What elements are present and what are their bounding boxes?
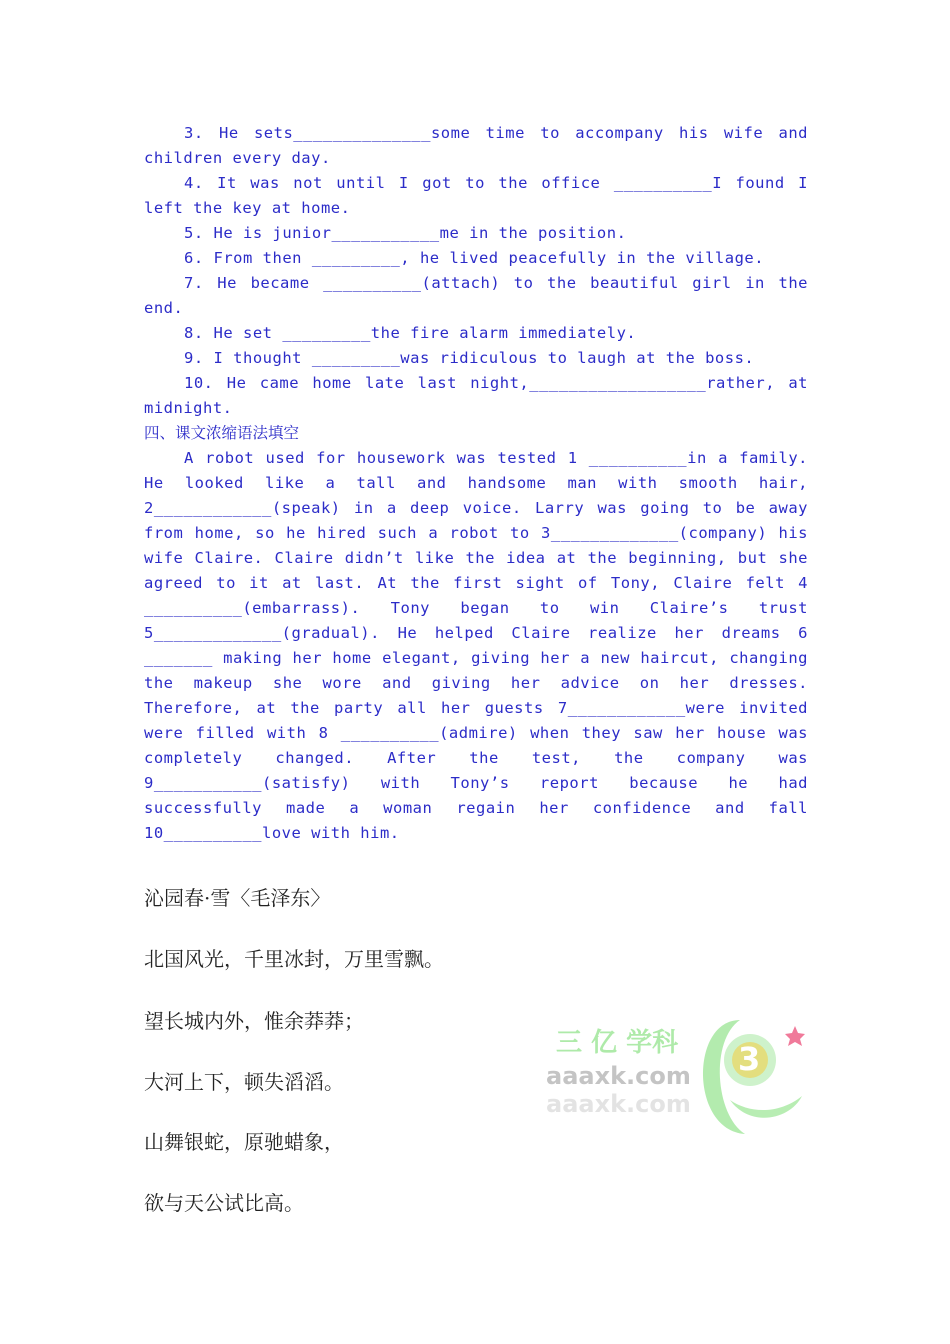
poem-line: 大河上下，顿失滔滔。: [144, 1070, 344, 1094]
watermark-brand: 三 亿 学科: [556, 1028, 679, 1058]
watermark-logo: [540, 1010, 810, 1140]
exercise-item: 10. He came home late last night,__________________rather, at midnight.: [144, 374, 808, 417]
exercise-item: 5. He is junior___________me in the position.: [184, 224, 627, 242]
exercise-item: 7. He became __________(attach) to the beautiful girl in the end.: [144, 274, 808, 317]
watermark-url-reflection: aaaxk.com: [546, 1090, 691, 1118]
poem-line: 望长城内外，惟余莽莽；: [144, 1009, 364, 1033]
exercise-item: 9. I thought _________was ridiculous to laugh at the boss.: [184, 349, 755, 367]
poem-line: 北国风光，千里冰封，万里雪飘。: [144, 947, 444, 971]
watermark-badge: 3: [738, 1040, 761, 1078]
exercise-item: 4. It was not until I got to the office __________I found I left the key at home.: [144, 174, 808, 217]
poem-line: 山舞银蛇，原驰蜡象，: [144, 1130, 344, 1154]
section-heading: 四、课文浓缩语法填空: [144, 424, 300, 442]
exercise-item: 6. From then _________, he lived peacefully in the village.: [184, 249, 765, 267]
exercise-3-list: [144, 121, 808, 846]
poem-line: 欲与天公试比高。: [144, 1191, 304, 1215]
exercise-item: 8. He set _________the fire alarm immediately.: [184, 324, 637, 342]
cloze-passage: A robot used for housework was tested 1 __________in a family. He looked like a tall and handsome man with smooth hair, 2____________(speak) in a deep voice. Larry was going to be away from home, so he hired such a robot to 3_____________(company) his wife Claire. Claire didn’t like the idea at the beginning, but she agreed to it at last. At the first sight of Tony, Claire felt 4 __________(embarrass). Tony began to win Claire’s trust 5_____________(gradual). He helped Claire realize her dreams 6 _______ making her home elegant, giving her a new haircut, changing the makeup she wore and giving her advice on her dresses. Therefore, at the party all her guests 7____________were invited were filled with 8 __________(admire) when they saw her house was completely changed. After the test, the company was 9___________(satisfy) with Tony’s report because he had successfully made a woman regain her confidence and fall 10__________love with him.: [144, 449, 808, 842]
exercise-item: 3. He sets______________some time to accompany his wife and children every day.: [144, 124, 808, 167]
poem-title: 沁园春·雪〈毛泽东〉: [144, 886, 331, 910]
watermark-url: aaaxk.com: [546, 1062, 691, 1090]
